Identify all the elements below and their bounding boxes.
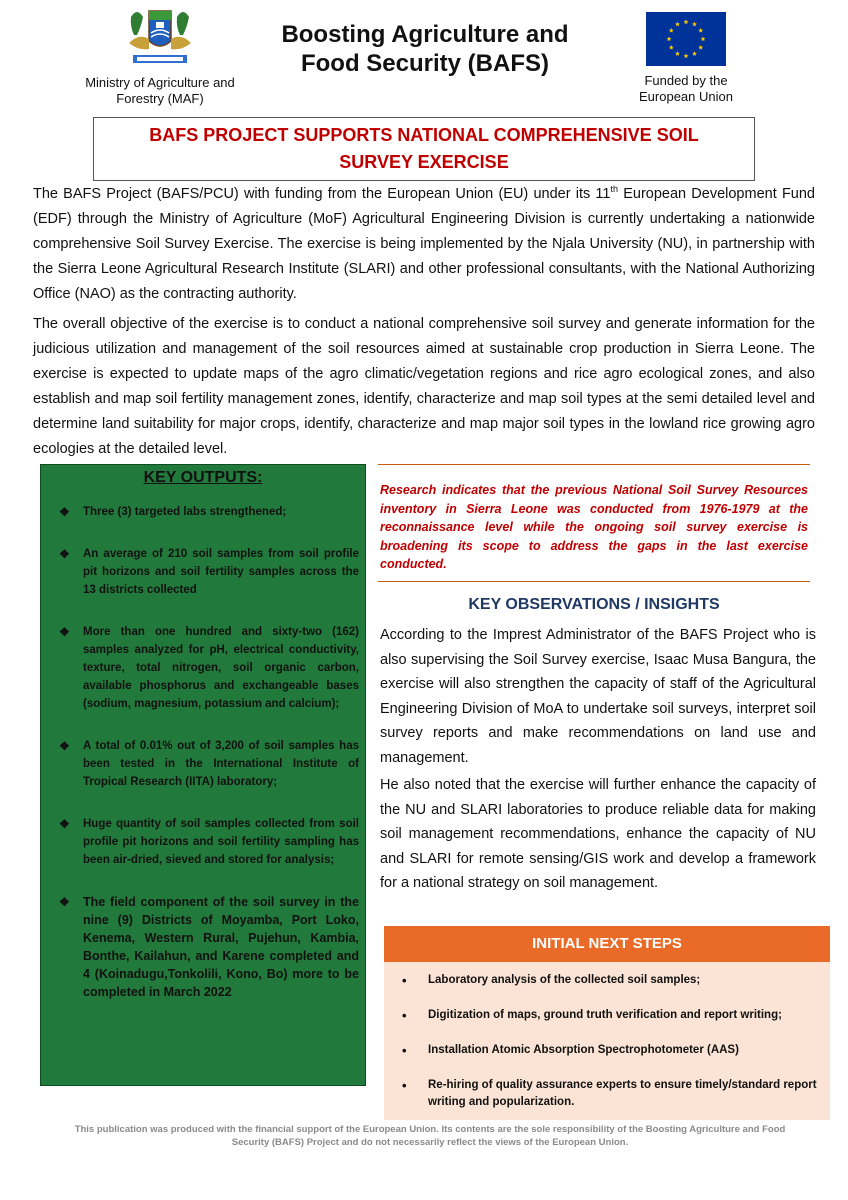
list-item xyxy=(59,893,359,1001)
intro-paragraph-2: The overall objective of the exercise is to conduct a national comprehensive soil survey and generate information for the judicious utilization and management of the soil resources aimed at sustainable crop production in Sierra Leone. The exercise is expected to update maps of the agro climatic/vegetation regions and rice agro ecological zones, and also establish and map soil fertility management zones, identify, characterize and map soil types at the semi detailed level and determine land suitability for major crops, identify, characterize and map major soil types in the lowland rice growing agro ecologies at the detailed level. xyxy=(33,316,815,457)
observations-title: KEY OBSERVATIONS / INSIGHTS xyxy=(468,596,720,613)
observations-paragraph-1: According to the Imprest Administrator of the BAFS Project who is also supervising the Soil Survey exercise, Isaac Musa Bangura, the exercise will also strengthen the capacity of staff of the Agricultural Engineering Division of MoA to undertake soil surveys, interpret soil survey reports and make recommendations on land use and management. xyxy=(380,627,816,766)
key-outputs-list xyxy=(59,503,359,1025)
next-step-text: Installation Atomic Absorption Spectrophotometer (AAS) xyxy=(428,1044,739,1056)
key-outputs-panel xyxy=(40,464,366,1086)
bullet-icon: • xyxy=(402,1043,407,1058)
bullet-icon: • xyxy=(402,1078,407,1093)
key-output-text: An average of 210 soil samples from soil profile pit horizons and soil fertility samples across the 13 districts collected xyxy=(83,548,359,596)
diamond-bullet-icon: ❖ xyxy=(59,547,70,561)
list-item xyxy=(59,545,359,599)
observations-paragraph-2: He also noted that the exercise will further enhance the capacity of the NU and SLARI laboratories to produce reliable data for making soil management recommendations, enhance the capacity of NU and SLARI for remote sensing/GIS work and develop a framework for a national strategy on soil management. xyxy=(380,777,816,891)
footer-disclaimer: This publication was produced with the financial support of the European Union. Its contents are the sole responsibility of the Boosting Agriculture and Food Security (BAFS) Project and do not necessarily reflect the views of the European Union. xyxy=(74,1124,786,1148)
key-output-text: Huge quantity of soil samples collected from soil profile pit horizons and soil fertility sampling has been air-dried, sieved and stored for analysis; xyxy=(83,818,359,866)
key-output-text: The field component of the soil survey in the nine (9) Districts of Moyamba, Port Loko, Kenema, Western Rural, Pujehun, Kambia, Bonthe, Kailahun, and Karene completed and 4 (Koinadugu,Tonkolili, Kono, Bo) more to be completed in March 2022 xyxy=(83,895,359,999)
list-item xyxy=(59,623,359,713)
diamond-bullet-icon: ❖ xyxy=(59,739,70,753)
next-steps-title: INITIAL NEXT STEPS xyxy=(384,926,830,962)
intro-p1-text-a: The BAFS Project (BAFS/PCU) with funding from the European Union (EU) under its 11 xyxy=(33,186,611,202)
next-step-text: Laboratory analysis of the collected soil samples; xyxy=(428,974,701,986)
eu-flag-icon xyxy=(646,12,726,66)
ministry-block xyxy=(60,5,260,107)
next-step-text: Re-hiring of quality assurance experts to ensure timely/standard report writing and popularization. xyxy=(428,1079,817,1108)
list-item xyxy=(402,1042,822,1059)
intro-paragraph-1 xyxy=(33,182,815,307)
list-item xyxy=(402,1077,822,1111)
list-item xyxy=(59,503,359,521)
project-title xyxy=(250,20,600,78)
next-step-text: Digitization of maps, ground truth verification and report writing; xyxy=(428,1009,782,1021)
next-steps-panel xyxy=(384,962,830,1120)
diamond-bullet-icon: ❖ xyxy=(59,895,70,909)
diamond-bullet-icon: ❖ xyxy=(59,625,70,639)
research-note-box xyxy=(378,464,810,582)
list-item xyxy=(402,1007,822,1024)
list-item xyxy=(59,815,359,869)
headline-box xyxy=(93,117,755,181)
research-note: Research indicates that the previous National Soil Survey Resources inventory in Sierra Leone was conducted from 1976-1979 at the reconnaissance level while the ongoing soil survey exercise is broadening its scope to address the gaps in the last exercise conducted. xyxy=(380,483,808,571)
list-item xyxy=(59,737,359,791)
eu-funding-line-2: European Union xyxy=(639,89,733,104)
eu-funding-block xyxy=(612,12,760,105)
headline-line-2: SURVEY EXERCISE xyxy=(339,152,509,172)
intro-p1-text-b: European Development Fund (EDF) through the Ministry of Agriculture (MoF) Agricultural Engineering Division is currently undertaking a nationwide comprehensive Soil Survey Exercise. The exercise is being implemented by the Njala University (NU), in partnership with the Sierra Leone Agricultural Research Institute (SLARI) and other professional consultants, with the National Authorizing Office (NAO) as the contracting authority. xyxy=(33,186,815,302)
project-title-line-2: Food Security (BAFS) xyxy=(300,50,549,77)
diamond-bullet-icon: ❖ xyxy=(59,505,70,519)
key-output-text: Three (3) targeted labs strengthened; xyxy=(83,506,287,518)
list-item xyxy=(402,972,822,989)
intro-p1-superscript: th xyxy=(610,184,619,195)
diamond-bullet-icon: ❖ xyxy=(59,817,70,831)
key-output-text: A total of 0.01% out of 3,200 of soil samples has been tested in the International Institute of Tropical Research (IITA) laboratory; xyxy=(83,740,359,788)
coat-of-arms-icon xyxy=(121,5,199,69)
project-title-line-1: Boosting Agriculture and xyxy=(281,21,569,48)
next-steps-list xyxy=(402,972,822,1129)
bullet-icon: • xyxy=(402,973,407,988)
key-outputs-title: KEY OUTPUTS: xyxy=(143,469,263,486)
key-output-text: More than one hundred and sixty-two (162) samples analyzed for pH, electrical conductivity, texture, total nitrogen, soil organic carbon, available phosphorus and exchangeable bases (sodium, magnesium, potassium and calcium); xyxy=(83,626,359,710)
bullet-icon: • xyxy=(402,1008,407,1023)
ministry-name: Ministry of Agriculture and Forestry (MAF) xyxy=(85,75,235,106)
headline-line-1: BAFS PROJECT SUPPORTS NATIONAL COMPREHENSIVE SOIL xyxy=(149,125,699,145)
eu-funding-line-1: Funded by the xyxy=(644,73,728,88)
